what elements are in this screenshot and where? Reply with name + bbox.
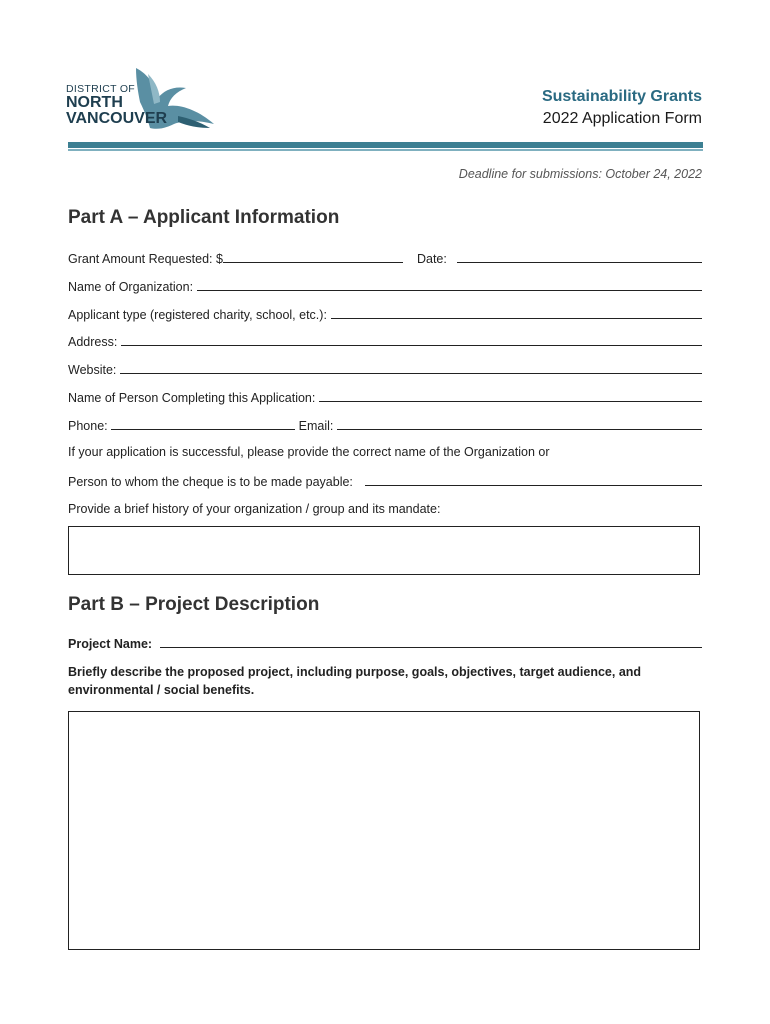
website-field[interactable] xyxy=(120,361,702,374)
history-label: Provide a brief history of your organization / group and its mandate: xyxy=(68,502,441,516)
email-label: Email: xyxy=(298,419,334,433)
district-logo xyxy=(66,64,216,136)
address-field[interactable] xyxy=(121,333,702,346)
logo-line-3: VANCOUVER xyxy=(66,110,168,127)
person-name-field[interactable] xyxy=(319,389,702,402)
grant-amount-field[interactable] xyxy=(223,250,403,263)
date-field[interactable] xyxy=(457,250,702,263)
org-name-row xyxy=(68,278,702,294)
applicant-type-label: Applicant type (registered charity, school, etc.): xyxy=(68,308,327,322)
form-subtitle: 2022 Application Form xyxy=(542,110,702,127)
part-b-heading: Part B – Project Description xyxy=(68,594,320,615)
project-name-row xyxy=(68,635,702,651)
logo-line-2: NORTH xyxy=(66,94,123,111)
address-row xyxy=(68,333,702,349)
logo-line-1: DISTRICT OF xyxy=(66,83,136,95)
cheque-payable-row xyxy=(68,473,702,489)
email-field[interactable] xyxy=(337,417,702,430)
person-name-row xyxy=(68,389,702,405)
cheque-payable-field[interactable] xyxy=(365,473,702,486)
applicant-type-field[interactable] xyxy=(331,306,702,319)
phone-field[interactable] xyxy=(111,417,295,430)
project-name-label: Project Name: xyxy=(68,637,153,651)
grant-amount-label: Grant Amount Requested: $ xyxy=(68,252,223,266)
phone-label: Phone: xyxy=(68,419,108,433)
project-name-field[interactable] xyxy=(160,635,702,648)
grant-amount-row xyxy=(68,250,702,266)
date-label: Date: xyxy=(416,252,447,266)
person-name-label: Name of Person Completing this Application: xyxy=(68,391,316,405)
project-description-label: Briefly describe the proposed project, including purpose, goals, objectives, target audience, and environmental / social benefits. xyxy=(68,665,642,697)
org-name-field[interactable] xyxy=(197,278,702,291)
website-label: Website: xyxy=(68,363,117,377)
form-title: Sustainability Grants xyxy=(541,88,702,105)
deadline-text: Deadline for submissions: October 24, 2022 xyxy=(458,167,702,181)
cheque-payable-label: Person to whom the cheque is to be made payable: xyxy=(68,475,353,489)
history-textbox[interactable] xyxy=(68,526,700,575)
applicant-type-row xyxy=(68,306,702,322)
header-rule-thin xyxy=(68,149,703,151)
org-name-label: Name of Organization: xyxy=(68,280,194,294)
project-description-textbox[interactable] xyxy=(68,711,700,950)
cheque-instruction: If your application is successful, please provide the correct name of the Organization or xyxy=(68,445,550,459)
part-a-heading: Part A – Applicant Information xyxy=(68,207,340,228)
website-row xyxy=(68,361,702,377)
address-label: Address: xyxy=(68,335,118,349)
phone-email-row xyxy=(68,417,702,433)
form-header xyxy=(542,86,702,130)
header-rule xyxy=(68,142,703,148)
